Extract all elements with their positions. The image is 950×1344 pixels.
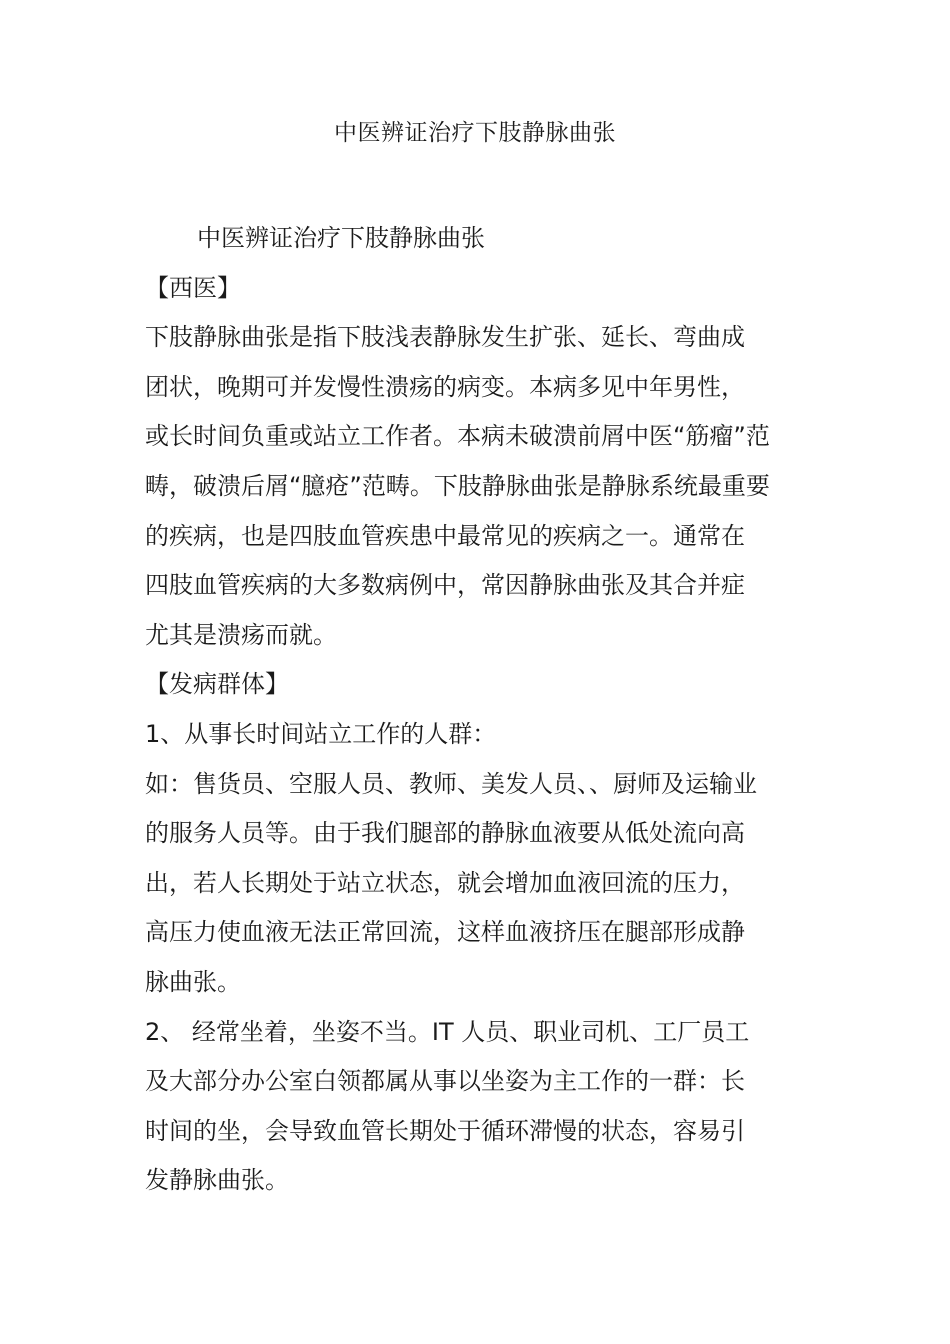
paragraph-line: 及大部分办公室白领都属从事以坐姿为主工作的一群：长 bbox=[145, 1067, 745, 1096]
paragraph-line: 时间的坐，会导致血管长期处于循环滞慢的状态，容易引 bbox=[145, 1116, 745, 1145]
paragraph-line: 的服务人员等。由于我们腿部的静脉血液要从低处流向高 bbox=[145, 819, 745, 848]
paragraph-line: 畴，破溃后屑“臆疮”范畴。下肢静脉曲张是静脉系统最重要 bbox=[145, 471, 770, 500]
list-item-heading: 1、从事长时间站立工作的人群： bbox=[145, 719, 497, 748]
paragraph-line: 如：售货员、空服人员、教师、美发人员、、厨师及运输业 bbox=[145, 769, 757, 798]
paragraph-line: 下肢静脉曲张是指下肢浅表静脉发生扩张、延长、弯曲成 bbox=[145, 323, 745, 352]
paragraph-line: 或长时间负重或站立工作者。本病未破溃前屑中医“筋瘤”范 bbox=[145, 422, 770, 451]
paragraph-line: 尤其是溃疡而就。 bbox=[145, 620, 337, 649]
paragraph-line: 团状，晚期可并发慢性溃疡的病变。本病多见中年男性， bbox=[145, 372, 745, 401]
subtitle-line: 中医辨证治疗下肢静脉曲张 bbox=[197, 224, 485, 252]
paragraph-line: 出，若人长期处于站立状态，就会增加血液回流的压力， bbox=[145, 868, 745, 897]
paragraph-line: 脉曲张。 bbox=[145, 967, 241, 996]
paragraph-line: 高压力使血液无法正常回流，这样血液挤压在腿部形成静 bbox=[145, 918, 745, 947]
list-item-heading: 2、 经常坐着，坐姿不当。IT 人员、职业司机、工厂员工 bbox=[145, 1017, 750, 1046]
paragraph-line: 的疾病，也是四肢血管疾患中最常见的疾病之一。通常在 bbox=[145, 521, 745, 550]
document-body bbox=[145, 214, 805, 1206]
section-heading-western-medicine: 【西医】 bbox=[145, 273, 241, 302]
document-title: 中医辨证治疗下肢静脉曲张 bbox=[334, 120, 616, 146]
section-heading-affected-groups: 【发病群体】 bbox=[145, 670, 289, 699]
paragraph-line: 发静脉曲张。 bbox=[145, 1166, 289, 1195]
paragraph-line: 四肢血管疾病的大多数病例中，常因静脉曲张及其合并症 bbox=[145, 571, 745, 600]
